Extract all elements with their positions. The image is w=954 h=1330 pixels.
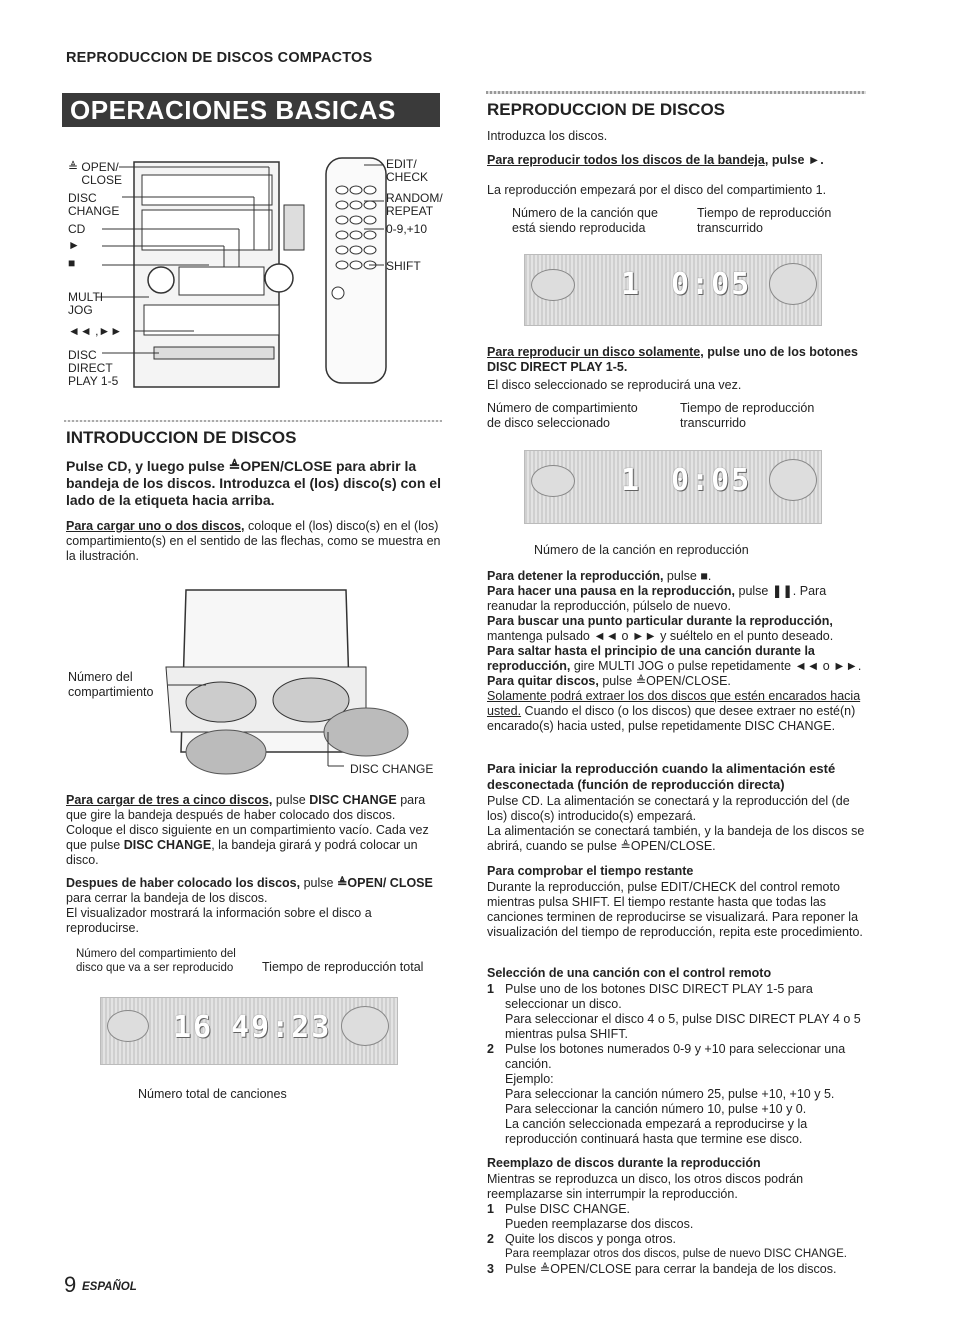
lcd-display-1 (524, 254, 822, 326)
display2-label-left: Número de compartimiento de disco seleccionado (487, 401, 638, 430)
reproduccion-controls: Para detener la reproducción, pulse ■. Para hacer una pausa en la reproducción, pulse ❚❚. Para reanudar la reproducción, púlselo de nuevo. Para buscar una punto particular durante la reproducción, mantenga pulsado ◄◄ o ►► y suéltelo en el punto deseado. Para saltar hasta el principio de una canción durante la reproducción, gire MULTI JOG o pulse repetidamente ◄◄ o ►►. Para quitar discos, pulse ≜OPEN/CLOSE. Solamente podrá extraer los dos discos que estén encarados hacia usted. Cuando el disco (o los discos) que desee extraer no esté(n) encarado(s) hacia usted, pulse repetidamente DISC CHANGE. (487, 569, 862, 733)
reproduccion-h5-steps: 1 Pulse uno de los botones DISC DIRECT PLAY 1-5 para seleccionar un disco. Para seleccionar el disco 4 o 5, pulse DISC DIRECT PLAY 4 o 5 mientras pulsa SHIFT. 2 Pulse los botones numerados 0-9 y +10 para seleccionar una canción. Ejemplo: Para seleccionar la canción número 25, pulse +10, +10 y 5. Para seleccionar la canción número 10, pulse +10 y 0. La canción seleccionada empezará a reproducirse y la reproducción continuará hasta que termine ese disco. (487, 982, 861, 1146)
introduccion-lead: Pulse CD, y luego pulse ≜OPEN/CLOSE para abrir la bandeja de los discos. Introduzca el (los) disco(s) con el lado de la etiqueta hacia arriba. (66, 458, 441, 508)
section-header: REPRODUCCION DE DISCOS COMPACTOS (66, 50, 373, 66)
track-calendar-icon (341, 1006, 389, 1046)
disc-change-label: DISC CHANGE (350, 762, 434, 776)
label-disc-direct: DISC DIRECT PLAY 1-5 (68, 348, 119, 388)
label-stop: ■ (68, 256, 76, 270)
track-calendar-icon (769, 459, 817, 501)
display-label-left: Número del compartimiento del disco que va a ser reproducido (76, 948, 236, 974)
label-random-repeat: RANDOM/ REPEAT (386, 191, 443, 218)
lcd-track: 1 (621, 463, 642, 498)
display2-label-right: Tiempo de reproducción transcurrido (680, 401, 815, 430)
label-edit-check: EDIT/ CHECK (386, 157, 429, 184)
reproduccion-h2-text: El disco seleccionado se reproducirá una vez. (487, 378, 742, 392)
page-banner: OPERACIONES BASICAS (62, 93, 440, 127)
label-skip: ◄◄ ,►► (68, 324, 123, 338)
label-shift: SHIFT (386, 259, 421, 273)
lcd-time: 0:05 (671, 267, 752, 302)
label-open-close: ≜ OPEN/ CLOSE (68, 160, 123, 187)
label-cd: CD (68, 222, 86, 236)
divider (64, 420, 442, 422)
reproduccion-h1: Para reproducir todos los discos de la bandeja, pulse ►. (487, 153, 824, 167)
introduccion-p3: Despues de haber colocado los discos, pulse ≜OPEN/ CLOSE para cerrar la bandeja de los discos. El visualizador mostrará la información sobre el disco a reproducirse. (66, 876, 433, 935)
reproduccion-title: REPRODUCCION DE DISCOS (487, 100, 726, 119)
lcd-time: 49:23 (231, 1010, 332, 1045)
page-number: 9 (64, 1272, 77, 1297)
reproduccion-h4: Para comprobar el tiempo restante (487, 864, 694, 878)
reproduccion-h6: Reemplazo de discos durante la reproducción (487, 1156, 761, 1170)
reproduccion-h6-steps: Mientras se reproduzca un disco, los otros discos podrán reemplazarse sin interrumpir la reproducción. 1 Pulse DISC CHANGE. Pueden reemplazarse dos discos. 2 Quite los discos y ponga otros. Para reemplazar otros dos discos, pulse de nuevo DISC CHANGE. 3 Pulse ≜OPEN/CLOSE para cerrar la bandeja de los discos. (487, 1172, 847, 1276)
disc-icon (531, 465, 575, 497)
divider (486, 91, 866, 94)
display1-label-left: Número de la canción que está siendo reproducida (512, 206, 658, 235)
label-multi-jog: MULTI JOG (68, 290, 104, 317)
display1-label-right: Tiempo de reproducción transcurrido (697, 206, 832, 235)
disc-icon (531, 269, 575, 301)
reproduccion-h5: Selección de una canción con el control remoto (487, 966, 772, 980)
lcd-time: 0:05 (671, 463, 752, 498)
reproduccion-h1-text: La reproducción empezará por el disco del compartimiento 1. (487, 183, 827, 197)
lcd-track: 1 (621, 267, 642, 302)
display2-label-bottom: Número de la canción en reproducción (534, 543, 749, 557)
tray-label: Número del compartimiento (68, 670, 154, 699)
reproduccion-intro: Introduzca los discos. (487, 129, 608, 143)
reproduccion-h3: Para iniciar la reproducción cuando la alimentación esté desconectada (función de reproducción directa) (487, 761, 836, 792)
footer-language: ESPAÑOL (82, 1281, 137, 1293)
disc-icon (107, 1010, 149, 1042)
display-label-bottom: Número total de canciones (138, 1087, 287, 1101)
introduccion-p2: Para cargar de tres a cinco discos, pulse DISC CHANGE para que gire la bandeja después de haber colocado dos discos. Coloque el disco siguiente en un compartimiento vacío. Cada vez que pulse DISC CHANGE, la bandeja girará y podrá colocar un disco. (66, 793, 429, 867)
introduccion-title: INTRODUCCION DE DISCOS (66, 428, 297, 447)
introduccion-p1: Para cargar uno o dos discos, coloque el (los) disco(s) en el (los) compartimiento(s) en el sentido de las flechas, como se muestra en la ilustración. (66, 519, 441, 563)
label-disc-change: DISC CHANGE (68, 191, 120, 218)
display-label-right: Tiempo de reproducción total (262, 960, 424, 974)
label-play: ► (68, 238, 80, 252)
reproduccion-h3-text: Pulse CD. La alimentación se conectará y la reproducción del (de los) disco(s) introducido(s) empezará. La alimentación se conectará también, y la bandeja de los discos se abrirá, cuando se pulse ≜OPEN/CLOSE. (487, 794, 865, 853)
track-calendar-icon (769, 263, 817, 305)
lcd-display-total (100, 997, 398, 1065)
lcd-display-2 (524, 450, 822, 524)
label-numbers: 0-9,+10 (386, 222, 428, 236)
reproduccion-h4-text: Durante la reproducción, pulse EDIT/CHECK del control remoto mientras pulsa SHIFT. El tiempo restante hasta que todas las canciones terminen de reproducirse se visualizará. Para reponer la visualización del tiempo de reproducción, repita este procedimiento. (487, 880, 863, 939)
reproduccion-h2: Para reproducir un disco solamente, pulse uno de los botones DISC DIRECT PLAY 1-5. (487, 345, 858, 374)
lcd-tracks: 16 (173, 1010, 214, 1045)
